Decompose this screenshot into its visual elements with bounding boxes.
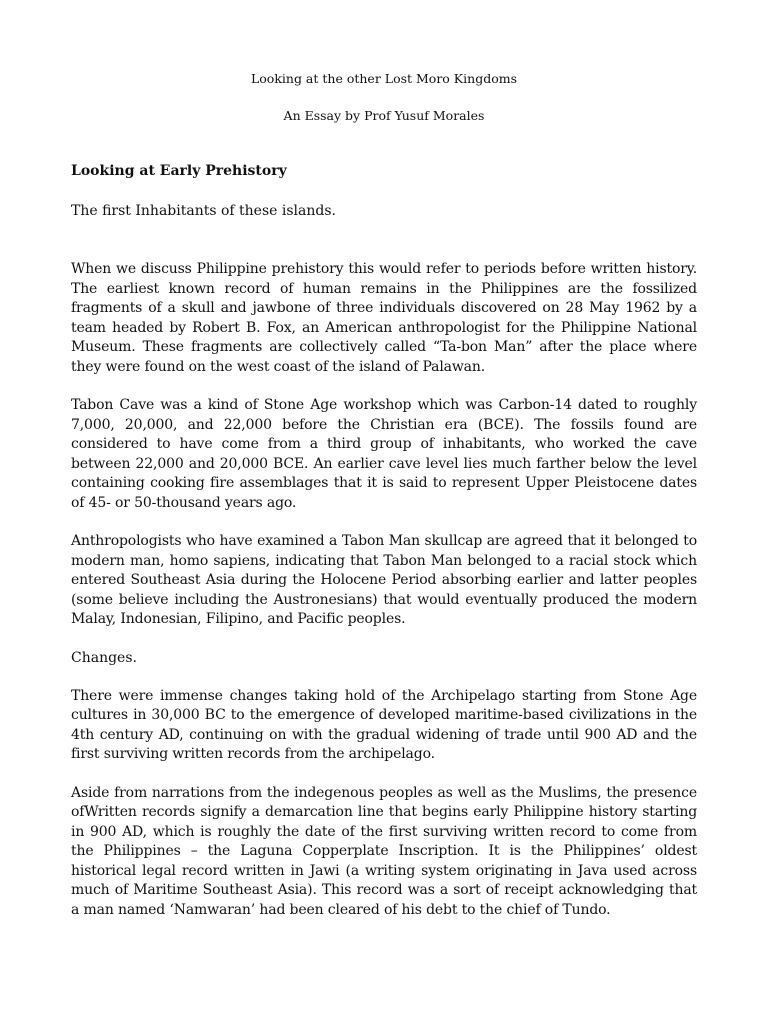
section-heading: Looking at Early Prehistory: [71, 163, 287, 179]
document-subtitle: An Essay by Prof Yusuf Morales: [283, 108, 485, 123]
paragraph-prehistory: When we discuss Philippine prehistory this would refer to periods before written history. The earliest known record of human remains in the Philippines are the fossilized fragments of a skull and jawbone of three individuals discovered on 28 May 1962 by a team headed by Robert B. Fox, an American anthropologist for the Philippine National Museum. These fragments are collectively called “Ta-bon Man” after the place where they were found on the west coast of the island of Palawan.: [71, 261, 697, 375]
document-title: Looking at the other Lost Moro Kingdoms: [250, 71, 517, 86]
paragraph-changes: There were immense changes taking hold of the Archipelago starting from Stone Age cultures in 30,000 BC to the emergence of developed maritime-based civilizations in the 4th century AD, continuing on with the gradual widening of trade until 900 AD and the first surviving written records from the archipelago.: [71, 687, 697, 762]
paragraph-tabon-cave: Tabon Cave was a kind of Stone Age workshop which was Carbon-14 dated to roughly 7,000, 20,000, and 22,000 before the Christian era (BCE). The fossils found are considered to have come from a third group of inhabitants, who worked the cave between 22,000 and 20,000 BCE. An earlier cave level lies much farther below the level containing cooking fire assemblages that it is said to represent Upper Pleistocene dates of 45- or 50-thousand years ago.: [71, 397, 697, 511]
changes-label: Changes.: [71, 649, 137, 666]
paragraph-anthropologists: Anthropologists who have examined a Tabon Man skullcap are agreed that it belonged to modern man, homo sapiens, indicating that Tabon Man belonged to a racial stock which entered Southeast Asia during the Holocene Period absorbing earlier and latter peoples (some believe including the Austronesians) that would eventually produced the modern Malay, Indonesian, Filipino, and Pacific peoples.: [71, 533, 697, 627]
paragraph-written-records: Aside from narrations from the indegenous peoples as well as the Muslims, the presence ofWritten records signify a demarcation line that begins early Philippine history starting in 900 AD, which is roughly the date of the first surviving written record to come from the Philippines – the Laguna Copperplate Inscription. It is the Philippines’ oldest historical legal record written in Jawi (a writing system originating in Java used across much of Maritime Southeast Asia). This record was a sort of receipt acknowledging that a man named ‘Namwaran’ had been cleared of his debt to the chief of Tundo.: [71, 784, 697, 918]
lead-line: The first Inhabitants of these islands.: [71, 203, 336, 219]
document-page: [71, 70, 697, 939]
